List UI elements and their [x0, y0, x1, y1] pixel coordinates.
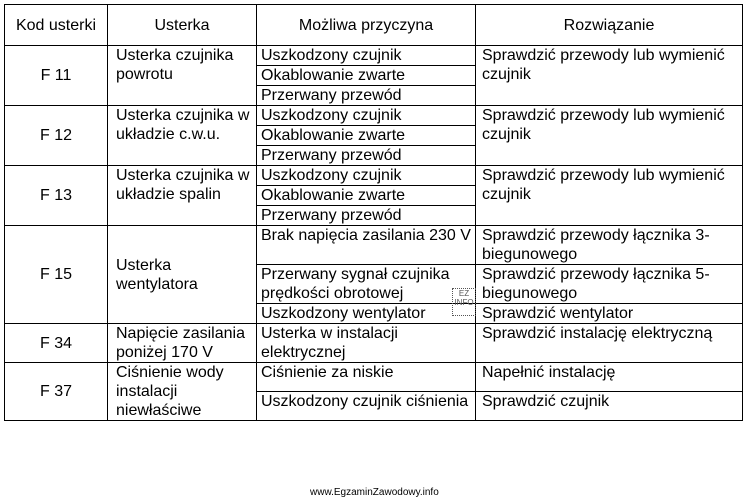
table-row	[5, 46, 743, 66]
header-fault: Usterka	[108, 5, 257, 46]
watermark-text: www.EgzaminZawodowy.info	[310, 487, 439, 498]
header-cause: Możliwa przyczyna	[257, 5, 476, 46]
solution-cell: Napełnić instalację	[476, 363, 743, 392]
solution-cell: Sprawdzić przewody łącznika 3-biegunowego	[476, 226, 743, 265]
cause-cell: Okablowanie zwarte	[257, 126, 476, 146]
cause-cell: Ciśnienie za niskie	[257, 363, 476, 392]
fault-description: Napięcie zasilania poniżej 170 V	[108, 324, 257, 363]
cause-cell: Uszkodzony wentylator	[257, 304, 476, 324]
fault-code: F 34	[5, 324, 108, 363]
header-code: Kod usterki	[5, 5, 108, 46]
cause-cell: Przerwany sygnał czujnika prędkości obrotowej	[257, 265, 476, 304]
cause-cell: Uszkodzony czujnik	[257, 46, 476, 66]
table-row	[5, 363, 743, 392]
fault-description: Ciśnienie wody instalacji niewłaściwe	[108, 363, 257, 421]
site-logo-mark: EZ INFO	[452, 288, 476, 316]
cause-cell: Przerwany przewód	[257, 146, 476, 166]
table-row	[5, 324, 743, 363]
fault-description: Usterka czujnika powrotu	[108, 46, 257, 106]
table-row	[5, 106, 743, 126]
solution-cell: Sprawdzić czujnik	[476, 392, 743, 421]
cause-cell: Uszkodzony czujnik	[257, 106, 476, 126]
cause-cell: Przerwany przewód	[257, 206, 476, 226]
solution-cell: Sprawdzić przewody lub wymienić czujnik	[476, 106, 743, 166]
fault-description: Usterka czujnika w układzie spalin	[108, 166, 257, 226]
cause-cell: Okablowanie zwarte	[257, 66, 476, 86]
cause-cell: Brak napięcia zasilania 230 V	[257, 226, 476, 265]
cause-cell: Uszkodzony czujnik	[257, 166, 476, 186]
fault-code: F 15	[5, 226, 108, 324]
fault-description: Usterka wentylatora	[108, 226, 257, 324]
table-row	[5, 226, 743, 265]
cause-cell: Uszkodzony czujnik ciśnienia	[257, 392, 476, 421]
solution-cell: Sprawdzić przewody lub wymienić czujnik	[476, 166, 743, 226]
fault-codes-table	[4, 4, 743, 421]
cause-cell: Przerwany przewód	[257, 86, 476, 106]
table-row	[5, 166, 743, 186]
table-header-row	[5, 5, 743, 46]
fault-code: F 13	[5, 166, 108, 226]
cause-cell: Okablowanie zwarte	[257, 186, 476, 206]
header-solution: Rozwiązanie	[476, 5, 743, 46]
solution-cell: Sprawdzić przewody lub wymienić czujnik	[476, 46, 743, 106]
solution-cell: Sprawdzić wentylator	[476, 304, 743, 324]
cause-cell: Usterka w instalacji elektrycznej	[257, 324, 476, 363]
solution-cell: Sprawdzić instalację elektryczną	[476, 324, 743, 363]
fault-description: Usterka czujnika w układzie c.w.u.	[108, 106, 257, 166]
fault-code: F 37	[5, 363, 108, 421]
fault-code: F 11	[5, 46, 108, 106]
solution-cell: Sprawdzić przewody łącznika 5-biegunowego	[476, 265, 743, 304]
fault-code: F 12	[5, 106, 108, 166]
